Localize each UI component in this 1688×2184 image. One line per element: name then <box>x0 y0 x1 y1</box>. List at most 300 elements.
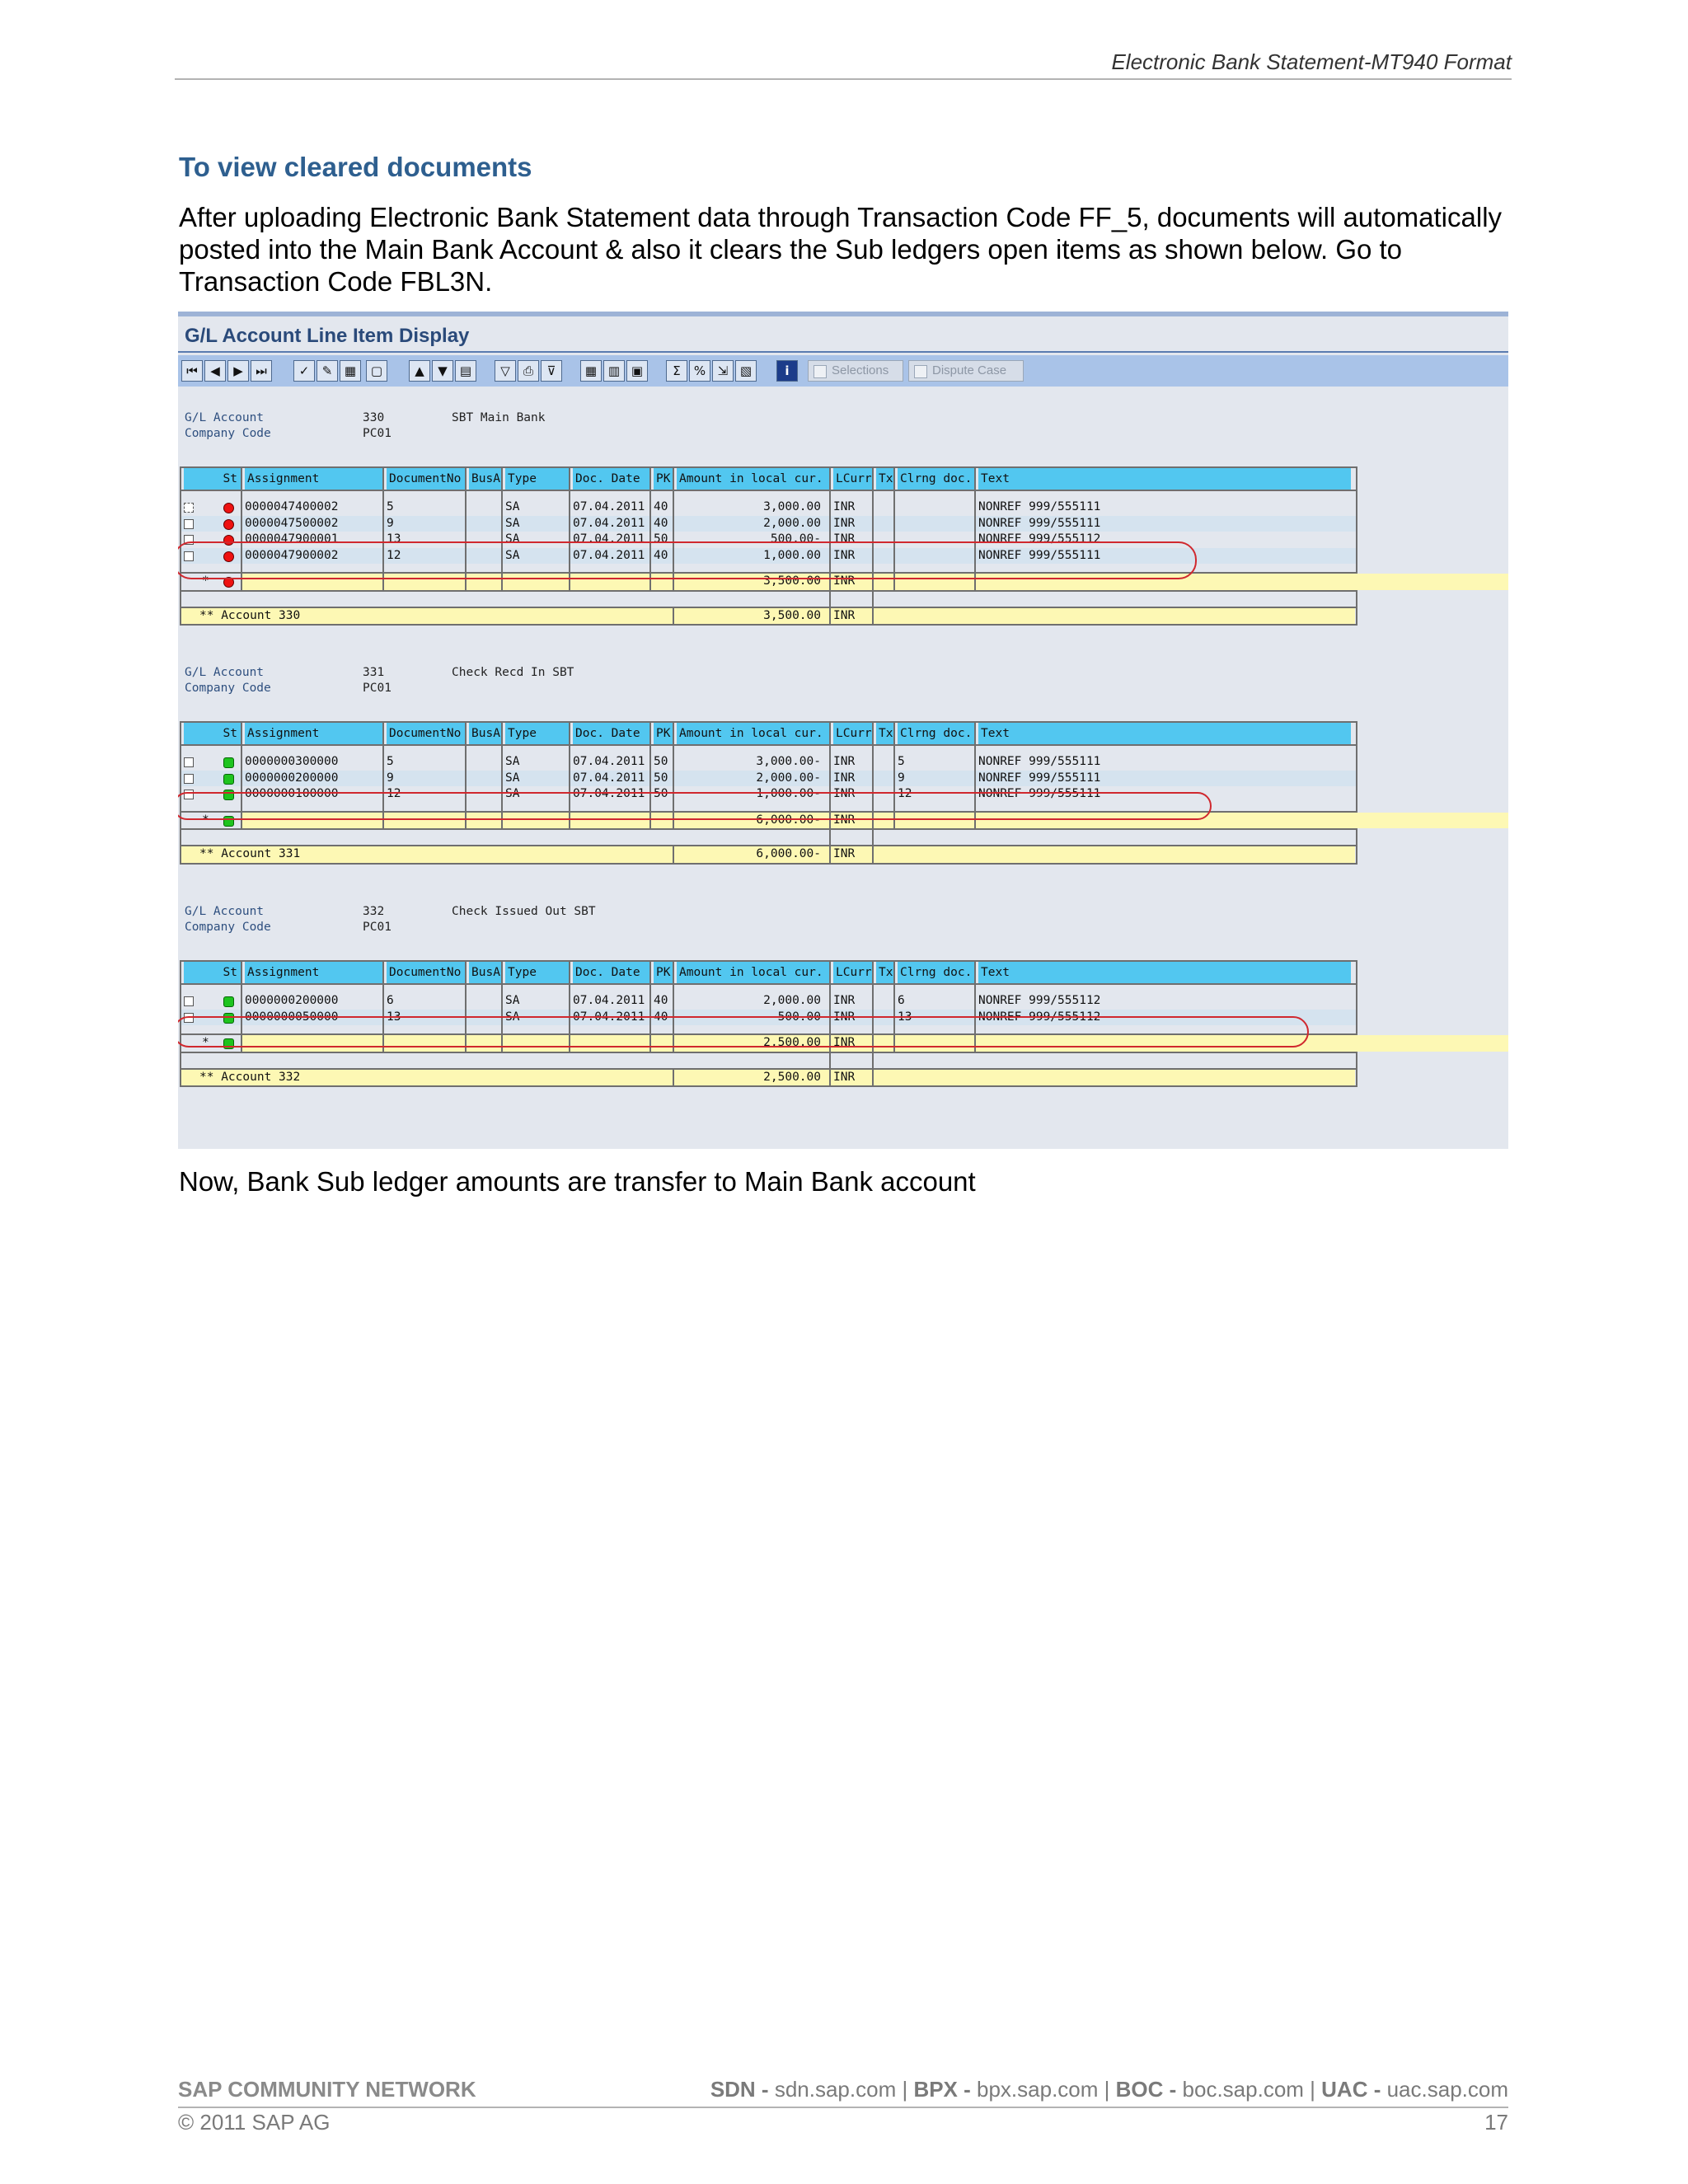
column-separator <box>673 723 674 744</box>
column-separator <box>829 985 831 993</box>
document-icon[interactable]: ▢ <box>366 360 387 382</box>
cell-curr: INR <box>831 1035 872 1052</box>
cell-pk: 50 <box>654 787 668 800</box>
footer-links: SDN - sdn.sap.com | BPX - bpx.sap.com | BOC - boc.sap.com | UAC - uac.sap.com <box>710 2077 1508 2102</box>
cell-pk: 40 <box>654 994 668 1007</box>
cell-doc-no: 13 <box>387 532 401 546</box>
footer-divider <box>178 2107 1508 2108</box>
column-separator <box>893 985 895 993</box>
cell-busa <box>467 499 501 516</box>
column-separator <box>829 830 831 845</box>
account-total-row <box>181 607 1356 625</box>
column-header[interactable]: Doc. Date <box>573 962 649 983</box>
grid-header <box>181 468 1356 491</box>
cell-pk: 40 <box>654 516 668 530</box>
column-separator <box>872 830 874 845</box>
column-header[interactable]: Tx <box>876 723 893 744</box>
column-separator <box>569 746 570 754</box>
account-meta <box>185 666 574 697</box>
account-total-currency: INR <box>831 846 872 863</box>
row-select-checkbox[interactable] <box>184 503 194 513</box>
first-page-icon[interactable]: ⏮ <box>181 360 203 382</box>
column-header[interactable]: St <box>184 723 241 744</box>
cell-tx <box>874 993 893 1010</box>
column-header[interactable]: Type <box>505 723 569 744</box>
column-separator <box>872 491 874 499</box>
cell-doc-date: 07.04.2011 <box>573 1010 645 1024</box>
cell-assignment: 0000047900002 <box>245 548 339 562</box>
application-toolbar <box>178 355 1508 387</box>
column-separator <box>673 985 674 993</box>
column-separator <box>872 592 874 607</box>
column-separator <box>465 746 467 754</box>
selections-button[interactable]: Selections <box>808 360 903 382</box>
cell-amount: 500.00 <box>777 1010 821 1024</box>
column-separator <box>829 1053 831 1068</box>
account-meta <box>185 411 546 443</box>
column-separator <box>872 468 874 490</box>
cell-pk: 50 <box>654 771 668 785</box>
column-separator <box>501 491 503 499</box>
cell-amount: 1,000.00 <box>763 548 821 562</box>
cell-amount: 500.00- <box>770 532 821 546</box>
cell-clrng: 13 <box>898 1010 912 1024</box>
column-separator <box>974 468 976 490</box>
column-separator <box>893 723 895 744</box>
column-separator <box>872 723 874 744</box>
cell-doc-date: 07.04.2011 <box>573 787 645 800</box>
cell-curr: INR <box>833 755 856 768</box>
column-separator <box>872 746 874 754</box>
cell-pk: 40 <box>654 548 668 562</box>
footer-link-label: BPX - <box>913 2077 971 2102</box>
column-separator <box>569 962 570 983</box>
cell-tx <box>874 499 893 516</box>
column-separator <box>241 468 242 490</box>
cell-type: SA <box>505 532 520 546</box>
title-divider <box>178 351 1508 353</box>
cell-curr: INR <box>833 500 856 513</box>
cell-amount: 6,000.00- <box>674 813 829 829</box>
cleared-item-status-icon <box>223 757 234 768</box>
column-header[interactable]: Assignment <box>245 723 382 744</box>
intro-paragraph: After uploading Electronic Bank Statement data through Transaction Code FF_5, documents will automatically posted into the Main Bank Account & also it clears the Sub ledgers open items as shown below. Go to Transaction Code FBL3N. <box>179 202 1503 297</box>
cell-doc-date: 07.04.2011 <box>573 532 645 546</box>
column-separator <box>465 962 467 983</box>
cell-clrng: 12 <box>898 787 912 800</box>
sum-icon[interactable]: Σ <box>666 360 687 382</box>
column-separator <box>974 491 976 499</box>
column-separator <box>974 962 976 983</box>
subtotal-mark: * <box>202 813 209 827</box>
column-separator <box>241 746 242 754</box>
cell-assignment: 0000047500002 <box>245 516 339 530</box>
row-select-checkbox[interactable] <box>184 996 194 1006</box>
column-separator <box>501 746 503 754</box>
gl-account-name: Check Issued Out SBT <box>452 905 596 918</box>
filter-icon[interactable]: ▽ <box>495 360 516 382</box>
column-header[interactable]: LCurr <box>833 962 872 983</box>
column-header[interactable]: Type <box>505 468 569 490</box>
column-separator <box>382 962 384 983</box>
cell-type: SA <box>505 787 520 800</box>
cell-doc-no: 5 <box>387 755 394 768</box>
cell-amount: 2,000.00 <box>763 516 821 530</box>
cell-assignment: 0000000300000 <box>245 755 339 768</box>
column-separator <box>241 491 242 499</box>
column-header[interactable]: Assignment <box>245 468 382 490</box>
column-separator <box>649 491 651 499</box>
column-separator <box>382 468 384 490</box>
page-header <box>175 48 1512 80</box>
column-separator <box>569 468 570 490</box>
cell-text: NONREF 999/555111 <box>978 771 1101 785</box>
column-separator <box>829 746 831 754</box>
gl-account-name: Check Recd In SBT <box>452 666 574 679</box>
column-header[interactable]: Tx <box>876 962 893 983</box>
gl-account-name: SBT Main Bank <box>452 411 546 424</box>
column-separator <box>673 962 674 983</box>
cell-assignment: 0000047900001 <box>245 532 339 546</box>
column-header[interactable]: Text <box>978 962 1351 983</box>
cell-pk: 40 <box>654 500 668 513</box>
column-header[interactable]: LCurr <box>833 723 872 744</box>
page-number: 17 <box>1484 2110 1508 2135</box>
copyright: © 2011 SAP AG <box>178 2110 331 2135</box>
account-total-label: ** Account 330 <box>181 608 673 625</box>
cell-busa <box>467 516 501 532</box>
calculator-icon[interactable]: ▦ <box>340 360 361 382</box>
footer-link-label: UAC - <box>1321 2077 1381 2102</box>
subtotal-icon[interactable]: % <box>689 360 710 382</box>
column-separator <box>872 962 874 983</box>
company-code-value: PC01 <box>363 921 392 934</box>
cell-amount: 3,000.00 <box>763 500 821 513</box>
cell-type: SA <box>505 771 520 785</box>
column-header[interactable]: Text <box>978 468 1351 490</box>
closing-paragraph: Now, Bank Sub ledger amounts are transfer to Main Bank account <box>179 1166 976 1197</box>
cell-curr: INR <box>833 532 856 546</box>
cell-doc-date: 07.04.2011 <box>573 771 645 785</box>
cell-amount: 3,000.00- <box>756 755 821 768</box>
screen-title: G/L Account Line Item Display <box>185 325 470 347</box>
cell-assignment: 0000000200000 <box>245 994 339 1007</box>
cell-assignment: 0000000200000 <box>245 771 339 785</box>
last-page-icon[interactable]: ⏭ <box>251 360 272 382</box>
grid-header <box>181 723 1356 746</box>
cell-doc-no: 9 <box>387 516 394 530</box>
cell-clrng <box>895 516 974 532</box>
cell-text: NONREF 999/555112 <box>978 994 1101 1007</box>
subtotal-mark: * <box>202 574 209 588</box>
info-icon[interactable]: i <box>776 360 798 382</box>
row-select-checkbox[interactable] <box>184 757 194 767</box>
column-header[interactable]: Tx <box>876 468 893 490</box>
column-separator <box>569 723 570 744</box>
previous-page-icon[interactable]: ◀ <box>204 360 226 382</box>
column-separator <box>829 962 831 983</box>
cell-text: NONREF 999/555111 <box>978 500 1101 513</box>
account-meta <box>185 905 596 936</box>
footer-link-label: SDN - <box>710 2077 769 2102</box>
gl-account-label: G/L Account <box>185 666 265 679</box>
row-select-checkbox[interactable] <box>184 774 194 784</box>
column-separator <box>974 985 976 993</box>
column-separator <box>829 592 831 607</box>
total-filler <box>874 846 1355 863</box>
column-separator <box>382 491 384 499</box>
sap-screenshot <box>178 312 1508 1149</box>
choose-icon[interactable]: ✓ <box>293 360 315 382</box>
column-separator <box>241 962 242 983</box>
account-total-label: ** Account 332 <box>181 1070 673 1086</box>
cell-busa <box>467 993 501 1010</box>
cell-amount: 1,000.00- <box>756 787 821 800</box>
account-total-amount: 6,000.00- <box>674 846 829 863</box>
column-separator <box>829 723 831 744</box>
cell-curr: INR <box>833 787 856 800</box>
cleared-item-status-icon <box>223 996 234 1007</box>
columns-icon[interactable]: ▥ <box>603 360 625 382</box>
column-separator <box>872 1053 874 1068</box>
cell-type: SA <box>505 548 520 562</box>
column-header[interactable]: BusA <box>469 468 501 490</box>
total-filler <box>874 1070 1355 1086</box>
cell-tx <box>874 516 893 532</box>
column-header[interactable]: DocumentNo <box>387 962 465 983</box>
cell-amount: 2,000.00- <box>756 771 821 785</box>
cell-doc-no: 13 <box>387 1010 401 1024</box>
column-separator <box>382 985 384 993</box>
print-icon[interactable]: ⎙ <box>518 360 539 382</box>
cell-type: SA <box>505 755 520 768</box>
sort-descending-icon[interactable]: ▼ <box>432 360 453 382</box>
cell-assignment: 0000000100000 <box>245 787 339 800</box>
cell-doc-no: 12 <box>387 787 401 800</box>
column-header[interactable]: St <box>184 468 241 490</box>
open-item-status-icon <box>223 503 234 513</box>
section-title: To view cleared documents <box>179 152 532 182</box>
highlight-ellipse <box>178 541 1197 579</box>
column-header[interactable]: BusA <box>469 962 501 983</box>
column-separator <box>649 468 651 490</box>
cell-pk: 50 <box>654 755 668 768</box>
cell-doc-date: 07.04.2011 <box>573 994 645 1007</box>
cell-pk: 50 <box>654 532 668 546</box>
cell-text: NONREF 999/555111 <box>978 787 1101 800</box>
column-separator <box>829 491 831 499</box>
column-header[interactable]: St <box>184 962 241 983</box>
footer-link-label: BOC - <box>1115 2077 1177 2102</box>
company-code-label: Company Code <box>185 682 271 695</box>
cell-busa <box>467 754 501 771</box>
column-separator <box>465 985 467 993</box>
cell-text: NONREF 999/555112 <box>978 532 1101 546</box>
table-row[interactable] <box>181 499 1356 516</box>
spreadsheet-icon[interactable]: ▧ <box>735 360 757 382</box>
column-separator <box>893 962 895 983</box>
column-separator <box>649 962 651 983</box>
footer-network: SAP COMMUNITY NETWORK <box>178 2077 476 2102</box>
grid-header <box>181 962 1356 985</box>
cell-clrng: 9 <box>898 771 905 785</box>
details-icon[interactable]: ▤ <box>455 360 476 382</box>
cell-doc-no: 12 <box>387 548 401 562</box>
window-strip <box>178 312 1508 316</box>
column-separator <box>501 962 503 983</box>
column-header[interactable]: PK <box>654 723 673 744</box>
column-header[interactable]: DocumentNo <box>387 468 465 490</box>
column-separator <box>893 468 895 490</box>
row-select-checkbox[interactable] <box>184 519 194 529</box>
cell-clrng: 6 <box>898 994 905 1007</box>
cell-assignment: 0000000050000 <box>245 1010 339 1024</box>
account-total-amount: 3,500.00 <box>674 608 829 625</box>
account-total-amount: 2,500.00 <box>674 1070 829 1086</box>
dispute-case-button[interactable]: Dispute Case <box>908 360 1024 382</box>
column-separator <box>649 723 651 744</box>
account-total-row <box>181 1068 1356 1086</box>
cell-tx <box>874 754 893 771</box>
cell-doc-no: 6 <box>387 994 394 1007</box>
company-code-label: Company Code <box>185 427 271 440</box>
highlight-ellipse <box>178 1016 1309 1047</box>
totals-icon[interactable]: ▣ <box>626 360 648 382</box>
column-header[interactable]: Amount in local cur. <box>677 468 829 490</box>
cell-amount: 2,000.00 <box>763 994 821 1007</box>
column-header[interactable]: PK <box>654 468 673 490</box>
column-header[interactable]: Type <box>505 962 569 983</box>
cell-type: SA <box>505 1010 520 1024</box>
account-total-label: ** Account 331 <box>181 846 673 863</box>
cell-curr: INR <box>833 771 856 785</box>
gl-account-label: G/L Account <box>185 905 265 918</box>
table-row[interactable] <box>181 993 1356 1010</box>
header-title: Electronic Bank Statement-MT940 Format <box>1111 49 1512 74</box>
footer-link[interactable]: uac.sap.com <box>1386 2077 1508 2102</box>
total-filler <box>874 608 1355 625</box>
cell-curr: INR <box>833 994 856 1007</box>
column-header[interactable]: Clrng doc. <box>898 962 974 983</box>
column-header[interactable]: DocumentNo <box>387 723 465 744</box>
column-header[interactable]: Clrng doc. <box>898 723 974 744</box>
cell-type: SA <box>505 994 520 1007</box>
cell-assignment: 0000047400002 <box>245 500 339 513</box>
cell-doc-date: 07.04.2011 <box>573 500 645 513</box>
cell-curr: INR <box>831 813 872 829</box>
gl-account-number: 331 <box>363 666 385 679</box>
column-header[interactable]: Amount in local cur. <box>677 962 829 983</box>
gl-account-label: G/L Account <box>185 411 265 424</box>
cell-doc-no: 9 <box>387 771 394 785</box>
cell-type: SA <box>505 516 520 530</box>
footer-link[interactable]: boc.sap.com <box>1182 2077 1304 2102</box>
cell-text: NONREF 999/555112 <box>978 1010 1101 1024</box>
cell-doc-no: 5 <box>387 500 394 513</box>
cell-type: SA <box>505 500 520 513</box>
subtotal-mark: * <box>202 1036 209 1049</box>
company-code-label: Company Code <box>185 921 271 934</box>
highlight-ellipse <box>178 792 1212 820</box>
column-header[interactable]: Amount in local cur. <box>677 723 829 744</box>
next-page-icon[interactable]: ▶ <box>227 360 249 382</box>
table-row[interactable] <box>181 771 1356 787</box>
layout-grid-icon[interactable]: ▦ <box>580 360 602 382</box>
column-separator <box>893 746 895 754</box>
table-row[interactable] <box>181 754 1356 771</box>
column-separator <box>673 468 674 490</box>
column-header[interactable]: Doc. Date <box>573 468 649 490</box>
column-header[interactable]: PK <box>654 962 673 983</box>
gl-account-number: 330 <box>363 411 385 424</box>
cell-busa <box>467 771 501 787</box>
cell-curr: INR <box>833 548 856 562</box>
footer-link[interactable]: sdn.sap.com <box>774 2077 897 2102</box>
cell-doc-date: 07.04.2011 <box>573 548 645 562</box>
column-header[interactable]: LCurr <box>833 468 872 490</box>
open-item-status-icon <box>223 519 234 530</box>
column-separator <box>465 723 467 744</box>
cell-text: NONREF 999/555111 <box>978 516 1101 530</box>
column-separator <box>649 985 651 993</box>
cell-pk: 40 <box>654 1010 668 1024</box>
column-separator <box>501 985 503 993</box>
column-separator <box>382 723 384 744</box>
export-icon[interactable]: ⇲ <box>712 360 734 382</box>
account-total-currency: INR <box>831 608 872 625</box>
account-total-currency: INR <box>831 1070 872 1086</box>
column-separator <box>872 985 874 993</box>
cell-text: NONREF 999/555111 <box>978 755 1101 768</box>
set-filter-icon[interactable]: ⊽ <box>541 360 562 382</box>
cell-curr: INR <box>833 516 856 530</box>
cell-curr: INR <box>831 574 872 590</box>
column-separator <box>974 723 976 744</box>
table-row[interactable] <box>181 516 1356 532</box>
cell-text: NONREF 999/555111 <box>978 548 1101 562</box>
column-separator <box>501 468 503 490</box>
column-header[interactable]: Assignment <box>245 962 382 983</box>
column-separator <box>465 491 467 499</box>
company-code-value: PC01 <box>363 682 392 695</box>
column-header[interactable]: Clrng doc. <box>898 468 974 490</box>
cell-curr: INR <box>833 1010 856 1024</box>
cell-clrng <box>895 499 974 516</box>
column-separator <box>501 723 503 744</box>
cleared-item-status-icon <box>223 774 234 785</box>
gl-account-number: 332 <box>363 905 385 918</box>
column-separator <box>649 746 651 754</box>
column-separator <box>382 746 384 754</box>
column-separator <box>569 985 570 993</box>
column-header[interactable]: Text <box>978 723 1351 744</box>
column-header[interactable]: BusA <box>469 723 501 744</box>
column-separator <box>829 468 831 490</box>
column-header[interactable]: Doc. Date <box>573 723 649 744</box>
column-separator <box>974 746 976 754</box>
column-separator <box>673 491 674 499</box>
edit-icon[interactable]: ✎ <box>316 360 338 382</box>
cell-doc-date: 07.04.2011 <box>573 755 645 768</box>
account-total-row <box>181 845 1356 863</box>
cell-clrng: 5 <box>898 755 905 768</box>
footer-link[interactable]: bpx.sap.com <box>977 2077 1099 2102</box>
cell-tx <box>874 771 893 787</box>
sort-ascending-icon[interactable]: ▲ <box>409 360 430 382</box>
cell-amount: 3,500.00 <box>674 574 829 590</box>
cell-doc-date: 07.04.2011 <box>573 516 645 530</box>
column-separator <box>241 985 242 993</box>
